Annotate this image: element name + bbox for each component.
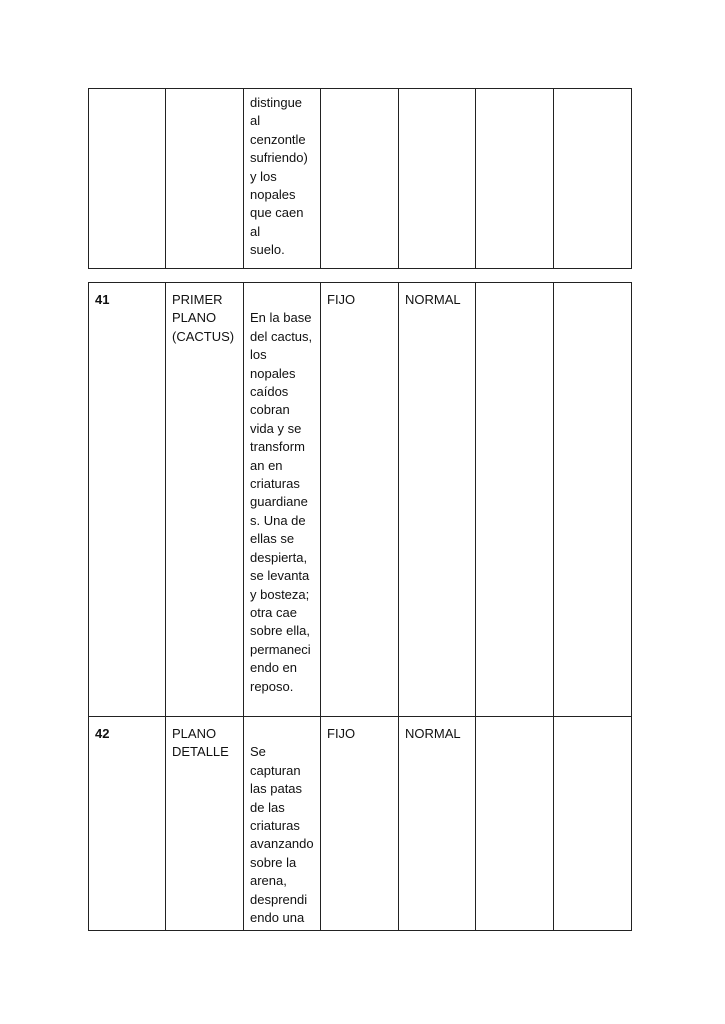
extra-cell-7 xyxy=(554,283,632,717)
shot-type-cell: PLANO DETALLE xyxy=(166,717,244,931)
shot-type-cell: PRIMER PLANO (CACTUS) xyxy=(166,283,244,717)
description-cell: distingue al cenzontle sufriendo) y los nopales que caen al suelo. xyxy=(244,89,321,269)
extra-cell-7 xyxy=(554,717,632,931)
speed-cell: NORMAL xyxy=(399,717,476,931)
table-row xyxy=(89,717,632,931)
table-row xyxy=(89,283,632,717)
speed-cell xyxy=(399,89,476,269)
shot-type-cell xyxy=(166,89,244,269)
description-cell: Se capturan las patas de las criaturas avanzando sobre la arena, desprendi endo una xyxy=(244,717,321,931)
script-table xyxy=(88,282,632,931)
speed-cell: NORMAL xyxy=(399,283,476,717)
extra-cell-6 xyxy=(476,89,554,269)
description-cell: En la base del cactus, los nopales caídos cobran vida y se transform an en criaturas guardiane s. Una de ellas se despierta, se levanta y bosteza; otra cae sobre ella, permaneci endo en reposo. xyxy=(244,283,321,717)
extra-cell-7 xyxy=(554,89,632,269)
table-row xyxy=(89,89,632,269)
extra-cell-6 xyxy=(476,283,554,717)
extra-cell-6 xyxy=(476,717,554,931)
shot-number-cell: 42 xyxy=(89,717,166,931)
camera-cell xyxy=(321,89,399,269)
camera-cell: FIJO xyxy=(321,283,399,717)
shot-number-cell xyxy=(89,89,166,269)
shot-number-cell: 41 xyxy=(89,283,166,717)
camera-cell: FIJO xyxy=(321,717,399,931)
script-table-continued xyxy=(88,88,632,269)
